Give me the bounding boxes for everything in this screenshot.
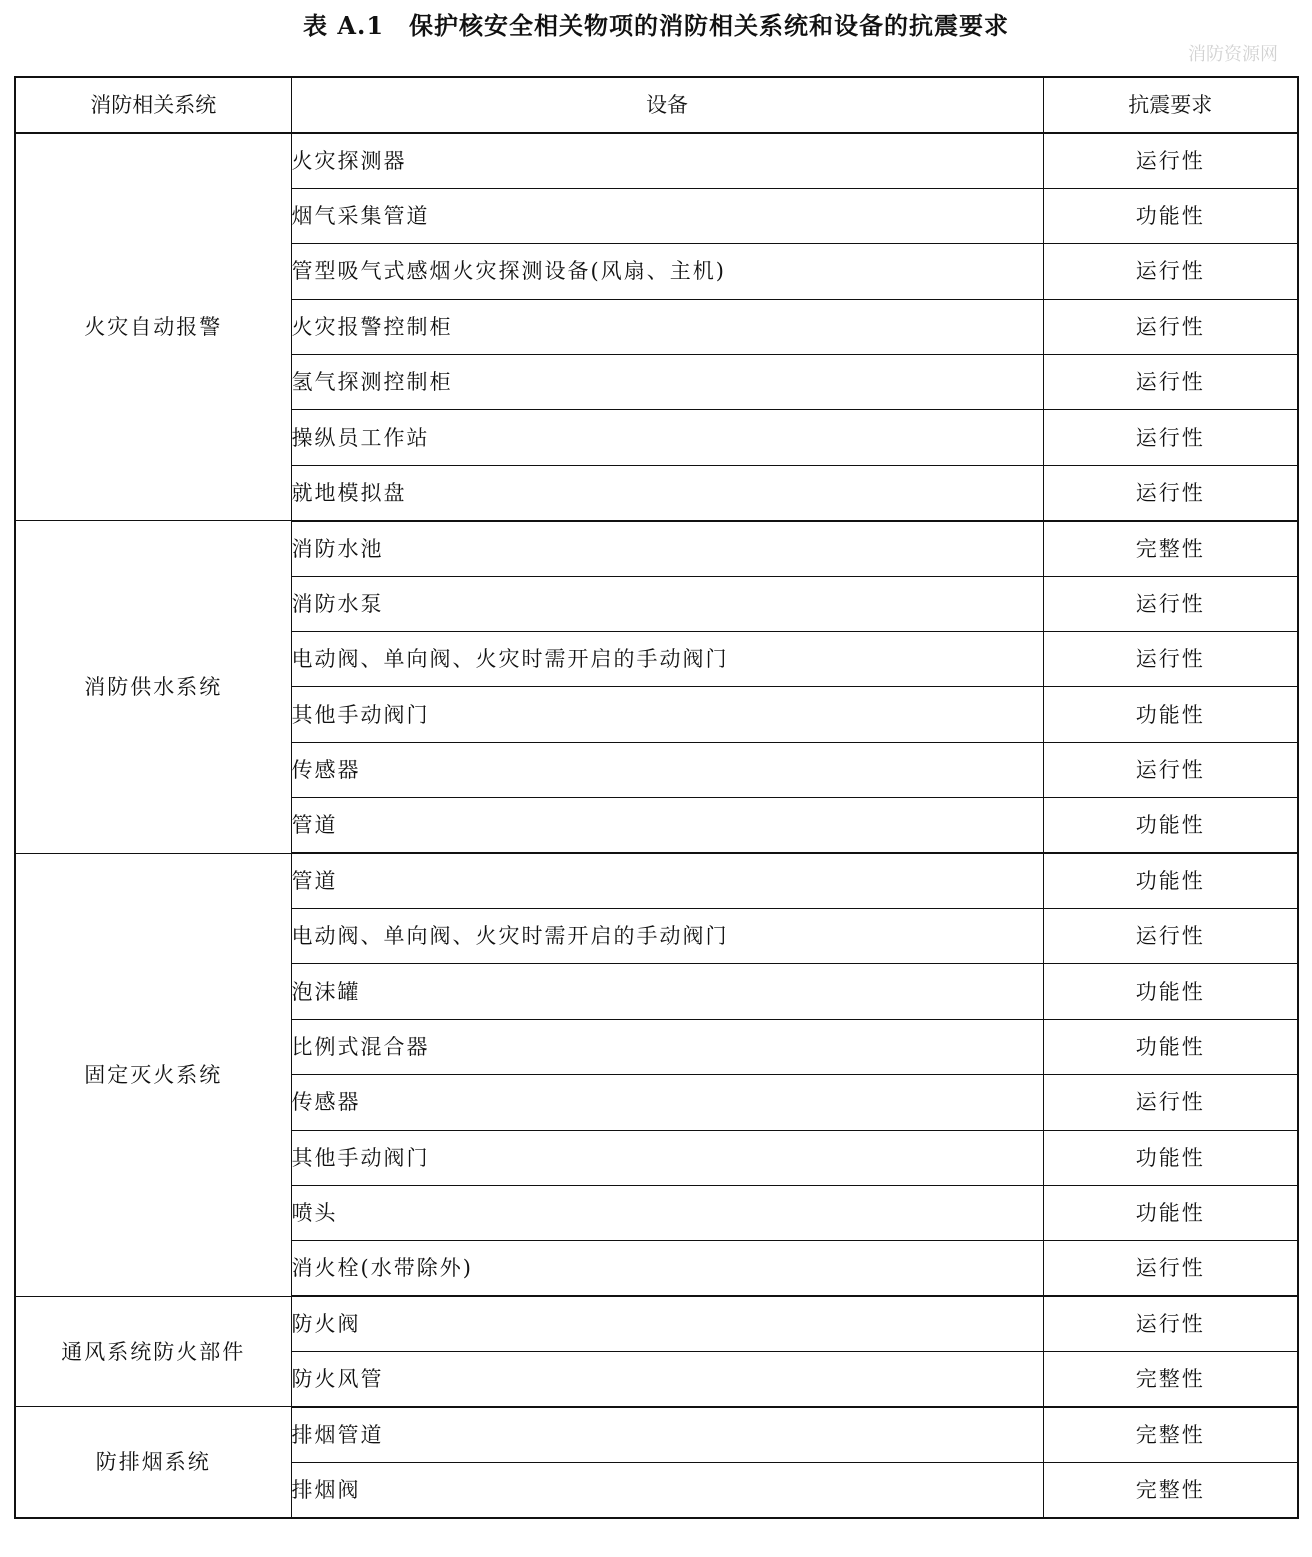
system-cell: 消防供水系统: [15, 521, 291, 853]
equipment-cell: 排烟阀: [291, 1462, 1043, 1517]
equipment-cell: 防火阀: [291, 1296, 1043, 1351]
equipment-cell: 其他手动阀门: [291, 687, 1043, 742]
table-row: [15, 1407, 1298, 1462]
requirement-cell: 运行性: [1043, 742, 1298, 797]
table-row: [15, 853, 1298, 908]
requirement-cell: 功能性: [1043, 964, 1298, 1019]
equipment-cell: 消火栓(水带除外): [291, 1241, 1043, 1296]
requirement-cell: 运行性: [1043, 1241, 1298, 1296]
equipment-cell: 管道: [291, 853, 1043, 908]
equipment-cell: 管道: [291, 798, 1043, 853]
table-row: [15, 1296, 1298, 1351]
requirement-cell: 运行性: [1043, 355, 1298, 410]
equipment-cell: 消防水池: [291, 521, 1043, 576]
requirement-cell: 完整性: [1043, 521, 1298, 576]
requirement-cell: 运行性: [1043, 1296, 1298, 1351]
table-header: [15, 77, 1298, 133]
table-row: [15, 521, 1298, 576]
requirement-cell: 功能性: [1043, 853, 1298, 908]
seismic-requirements-table: [14, 76, 1299, 1519]
requirement-cell: 运行性: [1043, 244, 1298, 299]
requirement-cell: 功能性: [1043, 1019, 1298, 1074]
equipment-cell: 火灾报警控制柜: [291, 299, 1043, 354]
equipment-cell: 就地模拟盘: [291, 465, 1043, 520]
requirement-cell: 功能性: [1043, 188, 1298, 243]
requirement-cell: 功能性: [1043, 1185, 1298, 1240]
equipment-cell: 喷头: [291, 1185, 1043, 1240]
requirement-cell: 运行性: [1043, 908, 1298, 963]
equipment-cell: 泡沫罐: [291, 964, 1043, 1019]
requirement-cell: 功能性: [1043, 798, 1298, 853]
equipment-cell: 比例式混合器: [291, 1019, 1043, 1074]
table-row: [15, 133, 1298, 188]
equipment-cell: 火灾探测器: [291, 133, 1043, 188]
equipment-cell: 防火风管: [291, 1352, 1043, 1407]
requirement-cell: 运行性: [1043, 465, 1298, 520]
header-equipment: 设备: [291, 77, 1043, 133]
system-cell: 通风系统防火部件: [15, 1296, 291, 1407]
equipment-cell: 管型吸气式感烟火灾探测设备(风扇、主机): [291, 244, 1043, 299]
requirement-cell: 功能性: [1043, 1130, 1298, 1185]
equipment-cell: 电动阀、单向阀、火灾时需开启的手动阀门: [291, 908, 1043, 963]
equipment-cell: 传感器: [291, 1075, 1043, 1130]
system-cell: 火灾自动报警: [15, 133, 291, 521]
system-cell: 防排烟系统: [15, 1407, 291, 1518]
requirement-cell: 功能性: [1043, 687, 1298, 742]
equipment-cell: 烟气采集管道: [291, 188, 1043, 243]
requirement-cell: 运行性: [1043, 632, 1298, 687]
equipment-cell: 电动阀、单向阀、火灾时需开启的手动阀门: [291, 632, 1043, 687]
equipment-cell: 操纵员工作站: [291, 410, 1043, 465]
header-row: [15, 77, 1298, 133]
table-title: 表 A.1 保护核安全相关物项的消防相关系统和设备的抗震要求: [302, 11, 1010, 40]
requirement-cell: 运行性: [1043, 133, 1298, 188]
table-body: [15, 133, 1298, 1518]
requirement-cell: 运行性: [1043, 410, 1298, 465]
equipment-cell: 消防水泵: [291, 576, 1043, 631]
requirement-cell: 完整性: [1043, 1407, 1298, 1462]
requirement-cell: 运行性: [1043, 299, 1298, 354]
watermark-text: 消防资源网: [1188, 44, 1278, 65]
equipment-cell: 氢气探测控制柜: [291, 355, 1043, 410]
equipment-cell: 传感器: [291, 742, 1043, 797]
equipment-cell: 排烟管道: [291, 1407, 1043, 1462]
requirement-cell: 运行性: [1043, 1075, 1298, 1130]
header-system: 消防相关系统: [15, 77, 291, 133]
equipment-cell: 其他手动阀门: [291, 1130, 1043, 1185]
header-requirement: 抗震要求: [1043, 77, 1298, 133]
requirement-cell: 完整性: [1043, 1462, 1298, 1517]
requirement-cell: 完整性: [1043, 1352, 1298, 1407]
system-cell: 固定灭火系统: [15, 853, 291, 1296]
requirement-cell: 运行性: [1043, 576, 1298, 631]
